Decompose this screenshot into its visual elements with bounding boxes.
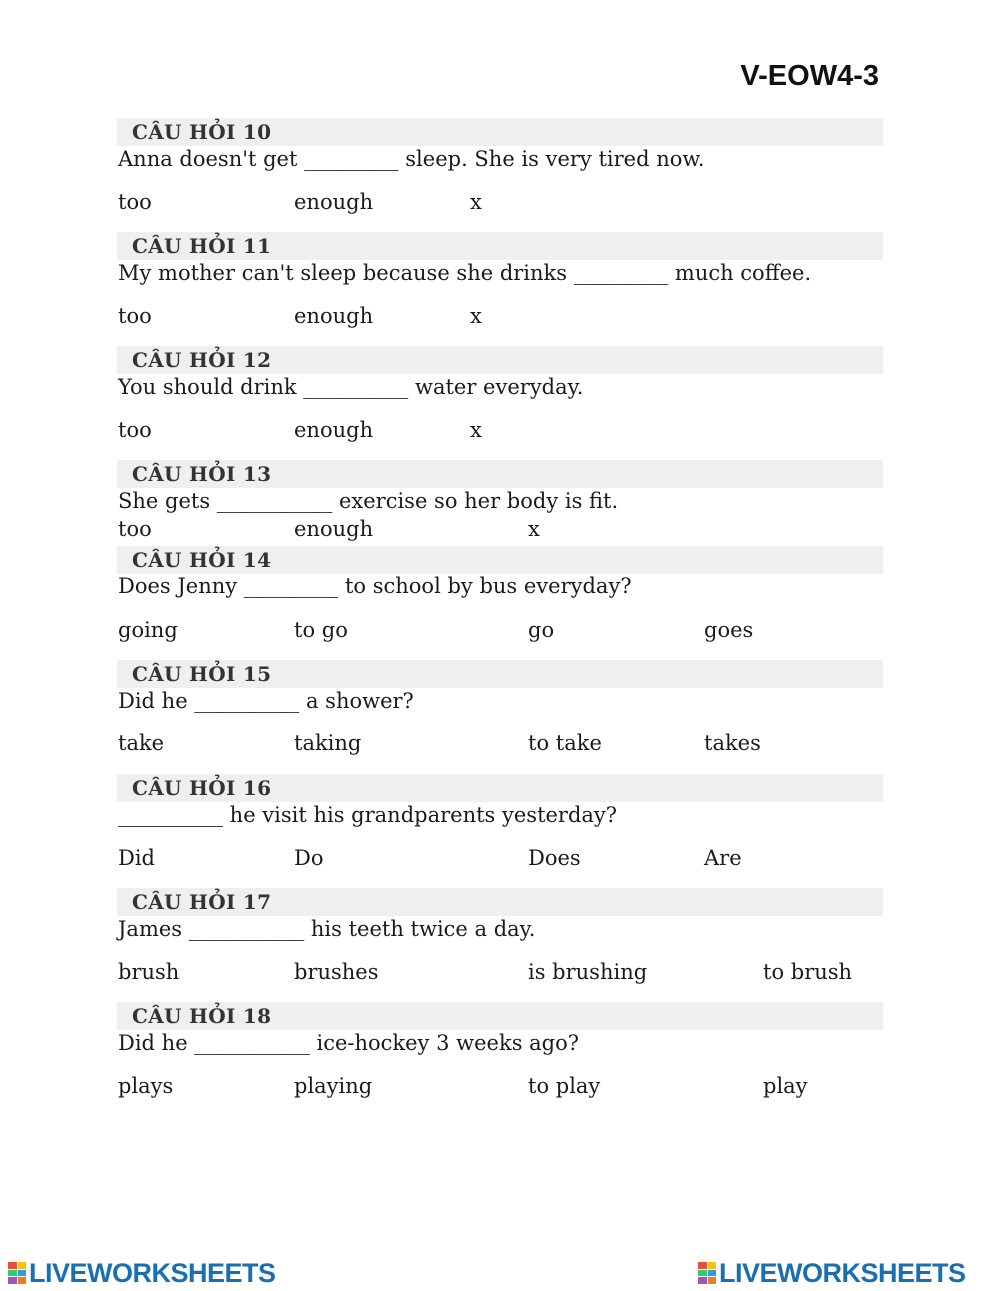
question-text: Did he ___________ ice-hockey 3 weeks ago? (118, 1031, 580, 1055)
answer-option[interactable]: Does (528, 846, 581, 870)
question-text: James ___________ his teeth twice a day. (118, 917, 536, 941)
question-text: __________ he visit his grandparents yesterday? (118, 803, 618, 827)
answer-option[interactable]: takes (704, 731, 761, 755)
question-label: CÂU HỎI 12 (132, 348, 272, 372)
answer-option[interactable]: take (118, 731, 165, 755)
answer-option[interactable]: x (528, 517, 540, 541)
answer-option[interactable]: too (118, 418, 152, 442)
question-header (117, 118, 883, 146)
question-text: She gets ___________ exercise so her body is fit. (118, 489, 619, 513)
brand-name: LIVEWORKSHEETS (719, 1257, 966, 1288)
question-header (117, 460, 883, 488)
answer-option[interactable]: taking (294, 731, 362, 755)
answer-option[interactable]: enough (294, 304, 374, 328)
question-label: CÂU HỎI 10 (132, 120, 272, 144)
question-label: CÂU HỎI 16 (132, 776, 272, 800)
answer-option[interactable]: Did (118, 846, 155, 870)
brand-name: LIVEWORKSHEETS (29, 1257, 276, 1288)
question-text: Anna doesn't get _________ sleep. She is very tired now. (118, 147, 705, 171)
answer-option[interactable]: x (470, 418, 482, 442)
answer-option[interactable]: enough (294, 418, 374, 442)
answer-option[interactable]: going (118, 618, 178, 642)
answer-option[interactable]: to take (528, 731, 602, 755)
question-text: You should drink __________ water everyday. (118, 375, 584, 399)
answer-option[interactable]: Are (704, 846, 742, 870)
question-text: Did he __________ a shower? (118, 689, 414, 713)
answer-option[interactable]: x (470, 190, 482, 214)
answer-option[interactable]: brush (118, 960, 180, 984)
liveworksheets-logo-right (698, 1258, 966, 1288)
question-header (117, 888, 883, 916)
question-header (117, 546, 883, 574)
question-label: CÂU HỎI 17 (132, 890, 272, 914)
answer-option[interactable]: to go (294, 618, 348, 642)
answer-option[interactable]: too (118, 304, 152, 328)
answer-option[interactable]: go (528, 618, 555, 642)
answer-option[interactable]: enough (294, 517, 374, 541)
answer-option[interactable]: goes (704, 618, 754, 642)
answer-option[interactable]: too (118, 190, 152, 214)
answer-option[interactable]: brushes (294, 960, 379, 984)
question-label: CÂU HỎI 15 (132, 662, 272, 686)
question-header (117, 1002, 883, 1030)
answer-option[interactable]: is brushing (528, 960, 648, 984)
answer-option[interactable]: Do (294, 846, 324, 870)
answer-option[interactable]: x (470, 304, 482, 328)
question-header (117, 660, 883, 688)
liveworksheets-logo-left (8, 1258, 276, 1288)
question-label: CÂU HỎI 18 (132, 1004, 272, 1028)
answer-option[interactable]: enough (294, 190, 374, 214)
question-label: CÂU HỎI 14 (132, 548, 272, 572)
question-text: Does Jenny _________ to school by bus everyday? (118, 574, 632, 598)
question-label: CÂU HỎI 11 (132, 234, 272, 258)
liveworksheets-logo-icon (8, 1262, 26, 1284)
answer-option[interactable]: to play (528, 1074, 601, 1098)
answer-option[interactable]: playing (294, 1074, 373, 1098)
question-header (117, 346, 883, 374)
question-header (117, 232, 883, 260)
answer-option[interactable]: play (763, 1074, 808, 1098)
question-label: CÂU HỎI 13 (132, 462, 272, 486)
liveworksheets-logo-icon (698, 1262, 716, 1284)
answer-option[interactable]: to brush (763, 960, 853, 984)
question-header (117, 774, 883, 802)
question-text: My mother can't sleep because she drinks _________ much coffee. (118, 261, 812, 285)
answer-option[interactable]: plays (118, 1074, 174, 1098)
answer-option[interactable]: too (118, 517, 152, 541)
worksheet-code: V-EOW4-3 (740, 60, 879, 92)
